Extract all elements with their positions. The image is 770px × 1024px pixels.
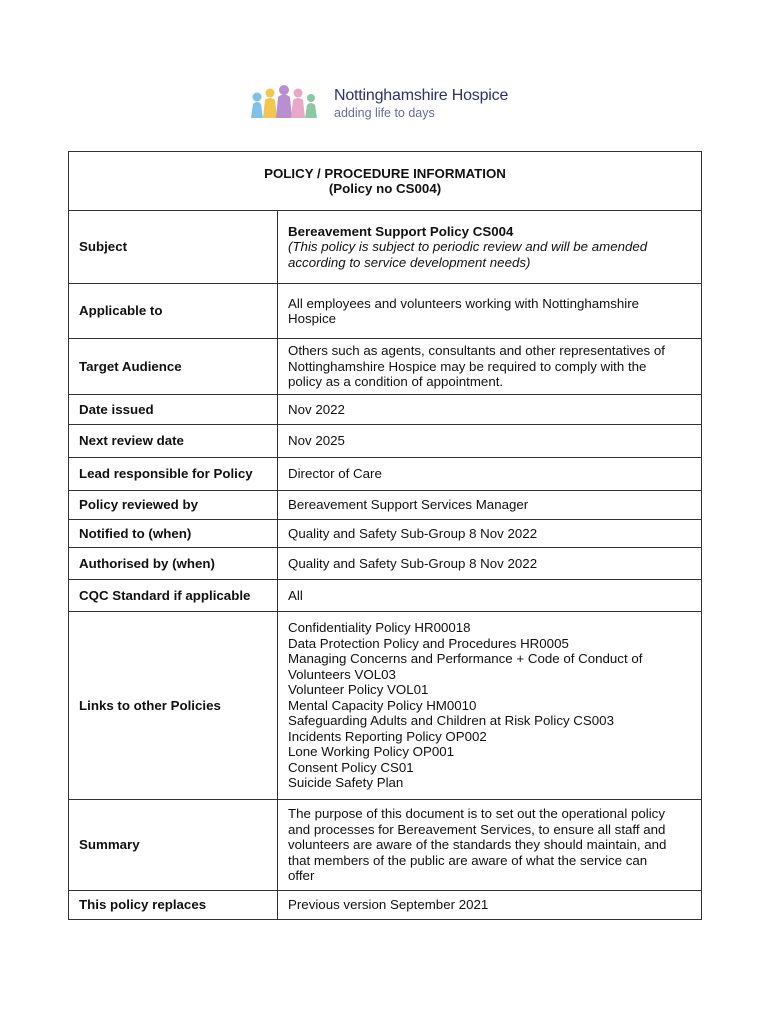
row-value: Nov 2022: [278, 395, 702, 425]
value-line: Nottinghamshire Hospice may be required to comply with the: [288, 358, 647, 374]
row-value: [278, 800, 702, 891]
policy-link-item: Volunteer Policy VOL01: [288, 682, 429, 698]
table-row: [69, 800, 702, 891]
policy-number: (Policy no CS004): [328, 181, 442, 196]
row-value: [278, 339, 702, 395]
row-value: Bereavement Support Services Manager: [278, 491, 702, 520]
policy-link-item: Suicide Safety Plan: [288, 775, 404, 791]
value-line: Hospice: [288, 311, 337, 326]
table-row: [69, 612, 702, 800]
policy-link-item: Lone Working Policy OP001: [288, 744, 455, 760]
policy-link-item: Mental Capacity Policy HM0010: [288, 697, 477, 713]
row-label: Links to other Policies: [69, 612, 278, 800]
row-label: Authorised by (when): [69, 548, 278, 580]
subject-note: according to service development needs): [288, 254, 531, 270]
row-label: Next review date: [69, 425, 278, 458]
value-line: policy as a condition of appointment.: [288, 374, 504, 390]
value-line: offer: [288, 868, 315, 884]
table-row: [69, 395, 702, 425]
table-row: [69, 580, 702, 612]
table-header-row: [69, 152, 702, 211]
table-row: [69, 458, 702, 491]
table-row: [69, 491, 702, 520]
table-row: [69, 425, 702, 458]
row-value: All: [278, 580, 702, 612]
logo-wordmark: Nottinghamshire Hospice: [334, 87, 509, 104]
row-label: Target Audience: [69, 339, 278, 395]
table-row: [69, 548, 702, 580]
row-value: [278, 612, 702, 800]
table-row: [69, 211, 702, 284]
policy-link-item: Managing Concerns and Performance + Code of Conduct of: [288, 651, 643, 667]
row-value: Quality and Safety Sub-Group 8 Nov 2022: [278, 520, 702, 548]
row-value: [278, 284, 702, 339]
subject-note: (This policy is subject to periodic review and will be amended: [288, 239, 648, 255]
row-value: Nov 2025: [278, 425, 702, 458]
value-line: All employees and volunteers working with Nottinghamshire: [288, 295, 640, 311]
subject-title: Bereavement Support Policy CS004: [288, 223, 514, 239]
row-label: Policy reviewed by: [69, 491, 278, 520]
policy-link-item: Volunteers VOL03: [288, 666, 396, 682]
row-label: Date issued: [69, 395, 278, 425]
table-title: POLICY / PROCEDURE INFORMATION: [264, 165, 506, 181]
table-row: [69, 284, 702, 339]
value-line: and processes for Bereavement Services, to ensure all staff and: [288, 821, 666, 837]
value-line: that members of the public are aware of what the service can: [288, 852, 648, 868]
row-value: Quality and Safety Sub-Group 8 Nov 2022: [278, 548, 702, 580]
value-line: The purpose of this document is to set out the operational policy: [288, 806, 665, 822]
policy-link-item: Incidents Reporting Policy OP002: [288, 728, 487, 744]
row-label: Lead responsible for Policy: [69, 458, 278, 491]
row-value: Director of Care: [278, 458, 702, 491]
row-label: Applicable to: [69, 284, 278, 339]
policy-link-item: Safeguarding Adults and Children at Risk Policy CS003: [288, 713, 614, 729]
table-row: [69, 339, 702, 395]
policy-link-item: Confidentiality Policy HR00018: [288, 620, 471, 636]
row-label: Summary: [69, 800, 278, 891]
policy-link-item: Consent Policy CS01: [288, 759, 414, 775]
policy-link-item: Data Protection Policy and Procedures HR0005: [288, 635, 569, 651]
table-header: [69, 152, 702, 211]
hospice-logo: [248, 82, 528, 122]
people-group-icon: [248, 84, 328, 120]
value-line: Others such as agents, consultants and other representatives of: [288, 343, 665, 359]
row-label: CQC Standard if applicable: [69, 580, 278, 612]
row-value: Previous version September 2021: [278, 891, 702, 920]
row-label: Subject: [69, 211, 278, 284]
row-label: Notified to (when): [69, 520, 278, 548]
table-row: [69, 891, 702, 920]
policy-information-table: [68, 151, 702, 920]
table-row: [69, 520, 702, 548]
row-label: This policy replaces: [69, 891, 278, 920]
logo-tagline: adding life to days: [334, 106, 435, 120]
value-line: volunteers are aware of the standards they should maintain, and: [288, 837, 667, 853]
row-value: [278, 211, 702, 284]
